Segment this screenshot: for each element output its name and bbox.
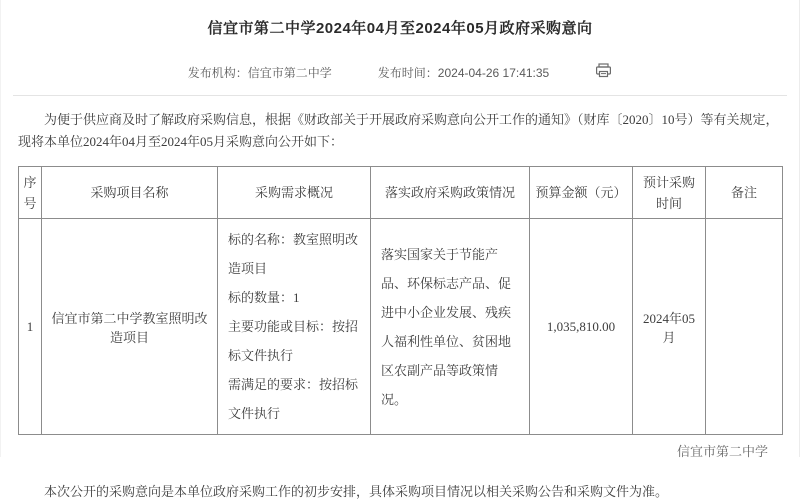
publish-time-meta (378, 64, 549, 81)
col-header-project-name: 采购项目名称 (42, 167, 218, 219)
print-button[interactable] (595, 63, 612, 81)
demand-line: 标的名称：教室照明改造项目 (228, 232, 359, 276)
publisher-meta (188, 64, 332, 81)
col-header-demand: 采购需求概况 (218, 167, 371, 219)
footer-note: 本次公开的采购意向是本单位政府采购工作的初步安排，具体采购项目情况以相关采购公告和采购文件为准。 (44, 484, 669, 499)
demand-line: 主要功能或目标：按招标文件执行 (228, 319, 359, 363)
page-title: 信宜市第二中学2024年04月至2024年05月政府采购意向 (207, 20, 593, 37)
publish-time-label: 发布时间： (377, 65, 438, 80)
table-row (19, 219, 783, 435)
cell-time: 2024年05月 (633, 219, 706, 435)
demand-line: 需满足的要求：按招标文件执行 (228, 377, 359, 421)
cell-policy: 落实国家关于节能产品、环保标志产品、促进中小企业发展、残疾人福利性单位、贫困地区农副产品等政策情况。 (371, 219, 530, 435)
signature: 信宜市第二中学 (676, 444, 768, 459)
cell-demand (218, 219, 371, 435)
col-header-policy: 落实政府采购政策情况 (371, 167, 530, 219)
meta-row (1, 63, 799, 81)
header-divider (13, 95, 787, 96)
col-header-remark: 备注 (706, 167, 783, 219)
col-header-time: 预计采购时间 (633, 167, 706, 219)
cell-project-name: 信宜市第二中学教室照明改造项目 (42, 219, 218, 435)
demand-line: 标的数量：1 (228, 290, 300, 305)
printer-icon (595, 63, 612, 81)
cell-budget: 1,035,810.00 (530, 219, 633, 435)
publisher-value: 信宜市第二中学 (247, 65, 332, 80)
publish-time-value: 2024-04-26 17:41:35 (437, 65, 550, 80)
publisher-label: 发布机构： (187, 65, 248, 80)
cell-remark (706, 219, 783, 435)
cell-index: 1 (19, 219, 42, 435)
col-header-index: 序号 (19, 167, 42, 219)
col-header-budget: 预算金额（元） (530, 167, 633, 219)
table-header-row (19, 167, 783, 219)
intro-paragraph: 为便于供应商及时了解政府采购信息，根据《财政部关于开展政府采购意向公开工作的通知》（财库〔2020〕10号）等有关规定，现将本单位2024年04月至2024年05月采购意向公开如下： (18, 112, 779, 149)
procurement-intent-table (18, 166, 783, 435)
